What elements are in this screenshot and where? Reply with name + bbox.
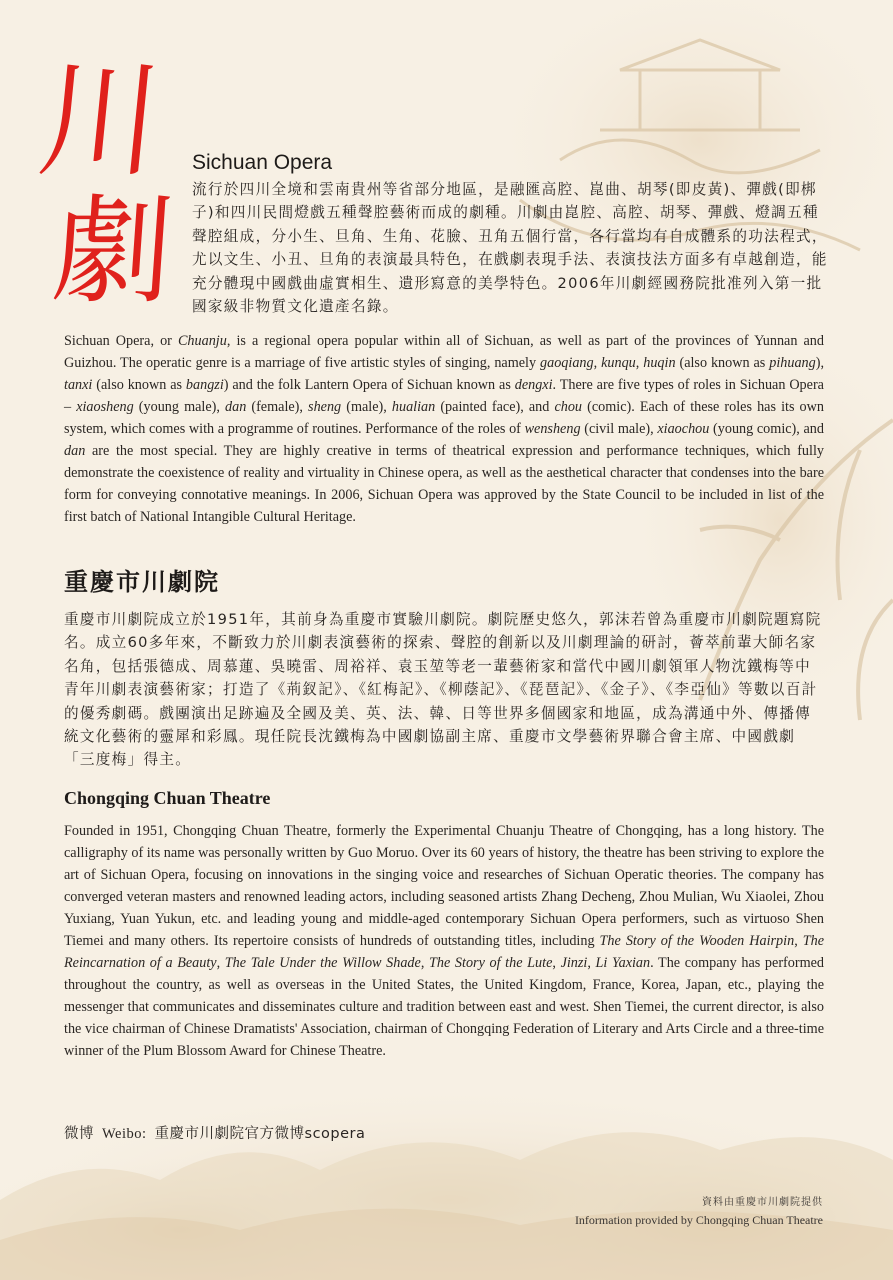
credit-chinese: 資料由重慶市川劇院提供 [702, 1197, 823, 1208]
theatre-title-chinese: 重慶市川劇院 [64, 568, 220, 596]
sichuan-opera-title: Sichuan Opera [192, 151, 333, 174]
credit-english: Information provided by Chongqing Chuan Theatre [574, 1213, 823, 1227]
weibo-account: 重慶市川劇院官方微博scopera [154, 1126, 366, 1142]
weibo-label-chinese: 微博 [64, 1126, 94, 1142]
sichuan-opera-english-text: Sichuan Opera, or Chuanju, is a regional opera popular within all of Sichuan, as well as part of the provinces of Yunnan and Guizhou. The operatic genre is a marriage of five artistic styles of singing, namely gaoqiang, kunqu, huqin (also known as pihuang), tanxi (also known as bangzi) and the folk Lantern Opera of Sichuan known as dengxi. There are five types of roles in Sichuan Opera – xiaosheng (young male), dan (female), sheng (male), hualian (painted face), and chou (comic). Each of these roles has its own system, which comes with a programme of routines. Performance of the roles of wensheng (civil male), xiaochou (young comic), and dan are the most special. They are highly creative in terms of theatrical expression and performance techniques, which fully demonstrate the coexistence of reality and virtuality in Chinese opera, as well as the aesthetical character that condenses into the bare form for conveying connotative meanings. In 2006, Sichuan Opera was approved by the State Council to be included in list of the first batch of National Intangible Cultural Heritage. [64, 333, 825, 525]
calligraphy-char-chuan: 川 [32, 48, 168, 195]
weibo-line [64, 1122, 373, 1143]
calligraphy-char-ju: 劇 [49, 182, 177, 320]
calligraphy-title [32, 48, 177, 324]
theatre-title-english: Chongqing Chuan Theatre [64, 788, 271, 808]
theatre-chinese-text: 重慶市川劇院成立於1951年，其前身為重慶市實驗川劇院。劇院歷史悠久，郭沫若曾為重慶市川劇院題寫院名。成立60多年來，不斷致力於川劇表演藝術的探索、聲腔的創新以及川劇理論的研討，薈萃前輩大師名家名角，包括張德成、周慕蓮、吳曉雷、周裕祥、袁玉堃等老一輩藝術家和當代中國川劇領軍人物沈鐵梅等中青年川劇表演藝術家；打造了《荊釵記》、《紅梅記》、《柳蔭記》、《琵琶記》、《金子》、《李亞仙》等數以百計的優秀劇碼。戲團演出足跡遍及全國及美、英、法、韓、日等世界多個國家和地區，成為溝通中外、傳播傳統文化藝術的靈犀和彩鳳。現任院長沈鐵梅為中國劇協副主席、重慶市文學藝術界聯合會主席、中國戲劇「三度梅」得主。 [64, 611, 822, 769]
weibo-label-english: Weibo: [102, 1126, 147, 1142]
source-credit [575, 1193, 823, 1228]
sichuan-opera-chinese-text: 流行於四川全境和雲南貴州等省部分地區，是融匯高腔、崑曲、胡琴(即皮黃)、彈戲(即梆子)和四川民間燈戲五種聲腔藝術而成的劇種。川劇由崑腔、高腔、胡琴、彈戲、燈調五種聲腔組成，分小生、旦角、生角、花臉、丑角五個行當，各行當均有自成體系的功法程式，尤以文生、小丑、旦角的表演最具特色，在戲劇表現手法、表演技法方面多有卓越創造，能充分體現中國戲曲虛實相生、遺形寫意的美學特色。2006年川劇經國務院批准列入第一批國家級非物質文化遺產名錄。 [192, 181, 828, 316]
theatre-english-text: Founded in 1951, Chongqing Chuan Theatre, formerly the Experimental Chuanju Theatre of Chongqing, has a long history. The calligraphy of its name was personally written by Guo Moruo. Over its 60 years of history, the theatre has been striving to explore the art of Sichuan Opera, focusing on innovations in the singing voice and researches of Sichuan Operatic theories. The company has converged veteran masters and renowned leading actors, including seasoned artists Zhang Decheng, Zhou Mulian, Wu Xiaolei, Zhou Yuxiang, Yuan Yukun, etc. and leading young and middle-aged contemporary Sichuan Opera performers, such as virtuoso Shen Tiemei and many others. Its repertoire consists of hundreds of outstanding titles, including The Story of the Wooden Hairpin, The Reincarnation of a Beauty, The Tale Under the Willow Shade, The Story of the Lute, Jinzi, Li Yaxian. The company has performed throughout the country, as well as overseas in the United States, the United Kingdom, France, Korea, Japan, etc., playing the messenger that communicates and disseminates culture and tradition between east and west. Shen Tiemei, the current director, is also the vice chairman of Chinese Dramatists' Association, chairman of Chongqing Federation of Literary and Arts Circle and a three-time winner of the Plum Blossom Award for Chinese Theatre. [64, 823, 825, 1059]
